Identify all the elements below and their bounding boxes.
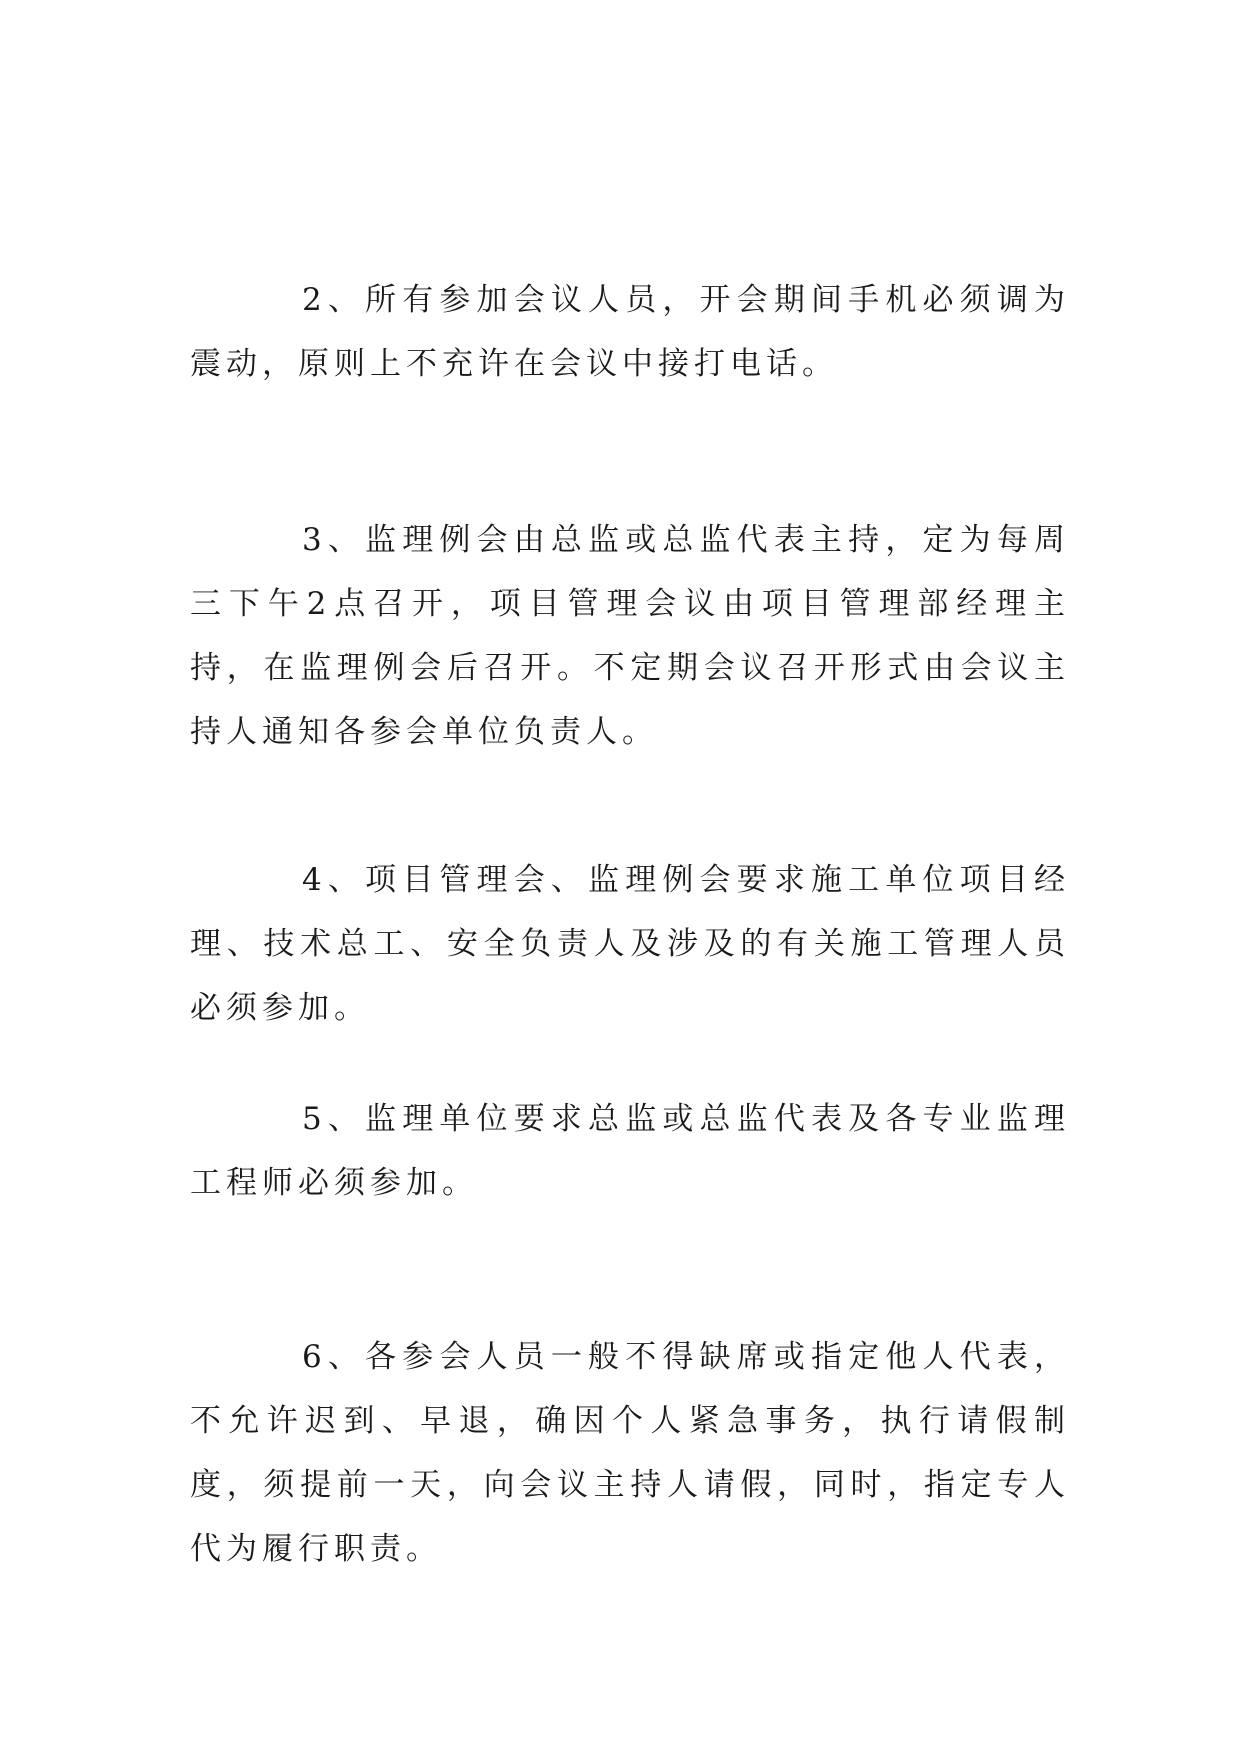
- paragraph-item-6: 6、各参会人员一般不得缺席或指定他人代表，不允许迟到、早退，确因个人紧急事务，执行请假制度，须提前一天，向会议主持人请假，同时，指定专人代为履行职责。: [190, 1339, 1070, 1567]
- paragraph-item-5: 5、监理单位要求总监或总监代表及各专业监理工程师必须参加。: [190, 1101, 1070, 1201]
- paragraph-item-3: 3、监理例会由总监或总监代表主持，定为每周三下午2点召开，项目管理会议由项目管理部经理主持，在监理例会后召开。不定期会议召开形式由会议主持人通知各参会单位负责人。: [190, 522, 1070, 750]
- paragraph-item-4: 4、项目管理会、监理例会要求施工单位项目经理、技术总工、安全负责人及涉及的有关施工管理人员必须参加。: [190, 862, 1070, 1026]
- paragraph-item-2: 2、所有参加会议人员，开会期间手机必须调为震动，原则上不充许在会议中接打电话。: [190, 282, 1070, 382]
